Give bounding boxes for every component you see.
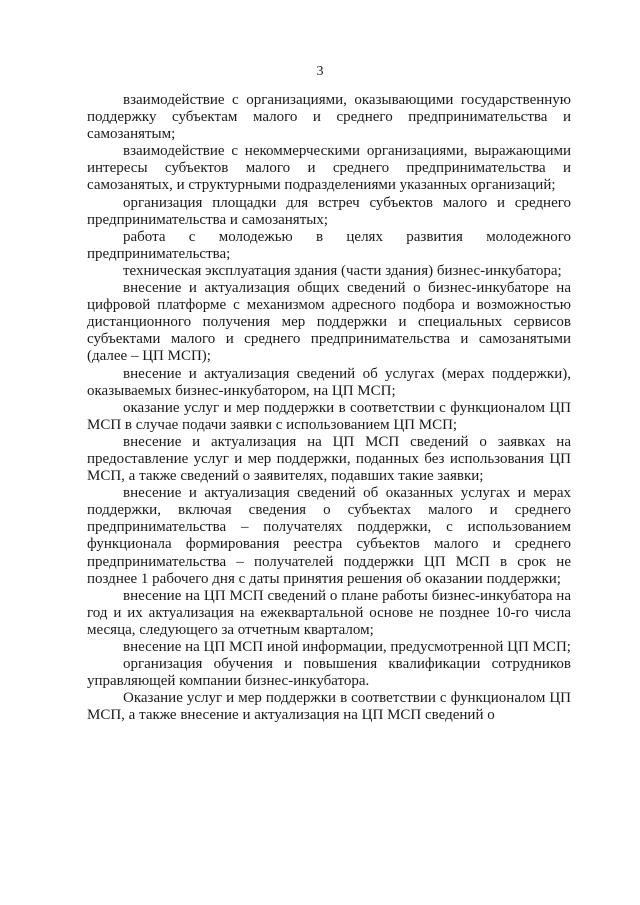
paragraph: работа с молодежью в целях развития молодежного предпринимательства; bbox=[87, 228, 571, 262]
paragraph: Оказание услуг и мер поддержки в соответствии с функционалом ЦП МСП, а также внесение и актуализация на ЦП МСП сведений о bbox=[87, 690, 571, 724]
document-body bbox=[87, 92, 571, 724]
paragraph: внесение на ЦП МСП сведений о плане работы бизнес-инкубатора на год и их актуализация на ежеквартальной основе не позднее 10-го числа месяца, следующего за отчетным кварталом; bbox=[87, 587, 571, 638]
paragraph: внесение и актуализация сведений об оказанных услугах и мерах поддержки, включая сведения о субъектах малого и среднего предпринимательства – получателях поддержки, с использованием функционала формирования реестра субъектов малого и среднего предпринимательства – получателей поддержки ЦП МСП в срок не позднее 1 рабочего дня с даты принятия решения об оказании поддержки; bbox=[87, 485, 571, 587]
paragraph: взаимодействие с некоммерческими организациями, выражающими интересы субъектов малого и среднего предпринимательства и самозанятых, и структурными подразделениями указанных организаций; bbox=[87, 143, 571, 194]
paragraph: взаимодействие с организациями, оказывающими государственную поддержку субъектам малого и среднего предпринимательства и самозанятым; bbox=[87, 92, 571, 143]
paragraph: внесение на ЦП МСП иной информации, предусмотренной ЦП МСП; bbox=[123, 639, 571, 655]
paragraph: внесение и актуализация на ЦП МСП сведений о заявках на предоставление услуг и мер поддержки, поданных без использования ЦП МСП, а также сведений о заявителях, подавших такие заявки; bbox=[87, 433, 571, 485]
page-number: 3 bbox=[316, 64, 324, 79]
paragraph: техническая эксплуатация здания (части здания) бизнес-инкубатора; bbox=[123, 262, 562, 279]
paragraph: организация обучения и повышения квалификации сотрудников управляющей компании бизнес-инкубатора. bbox=[87, 656, 571, 690]
paragraph: оказание услуг и мер поддержки в соответствии с функционалом ЦП МСП в случае подачи заявки с использованием ЦП МСП; bbox=[87, 399, 571, 433]
paragraph: внесение и актуализация сведений об услугах (мерах поддержки), оказываемых бизнес-инкубатором, на ЦП МСП; bbox=[87, 365, 571, 399]
paragraph: внесение и актуализация общих сведений о бизнес-инкубаторе на цифровой платформе с механизмом адресного подбора и возможностью дистанционного получения мер поддержки и специальных сервисов субъектами малого и среднего предпринимательства и самозанятыми (далее – ЦП МСП); bbox=[87, 280, 571, 365]
paragraph: организация площадки для встреч субъектов малого и среднего предпринимательства и самозанятых; bbox=[87, 194, 571, 228]
